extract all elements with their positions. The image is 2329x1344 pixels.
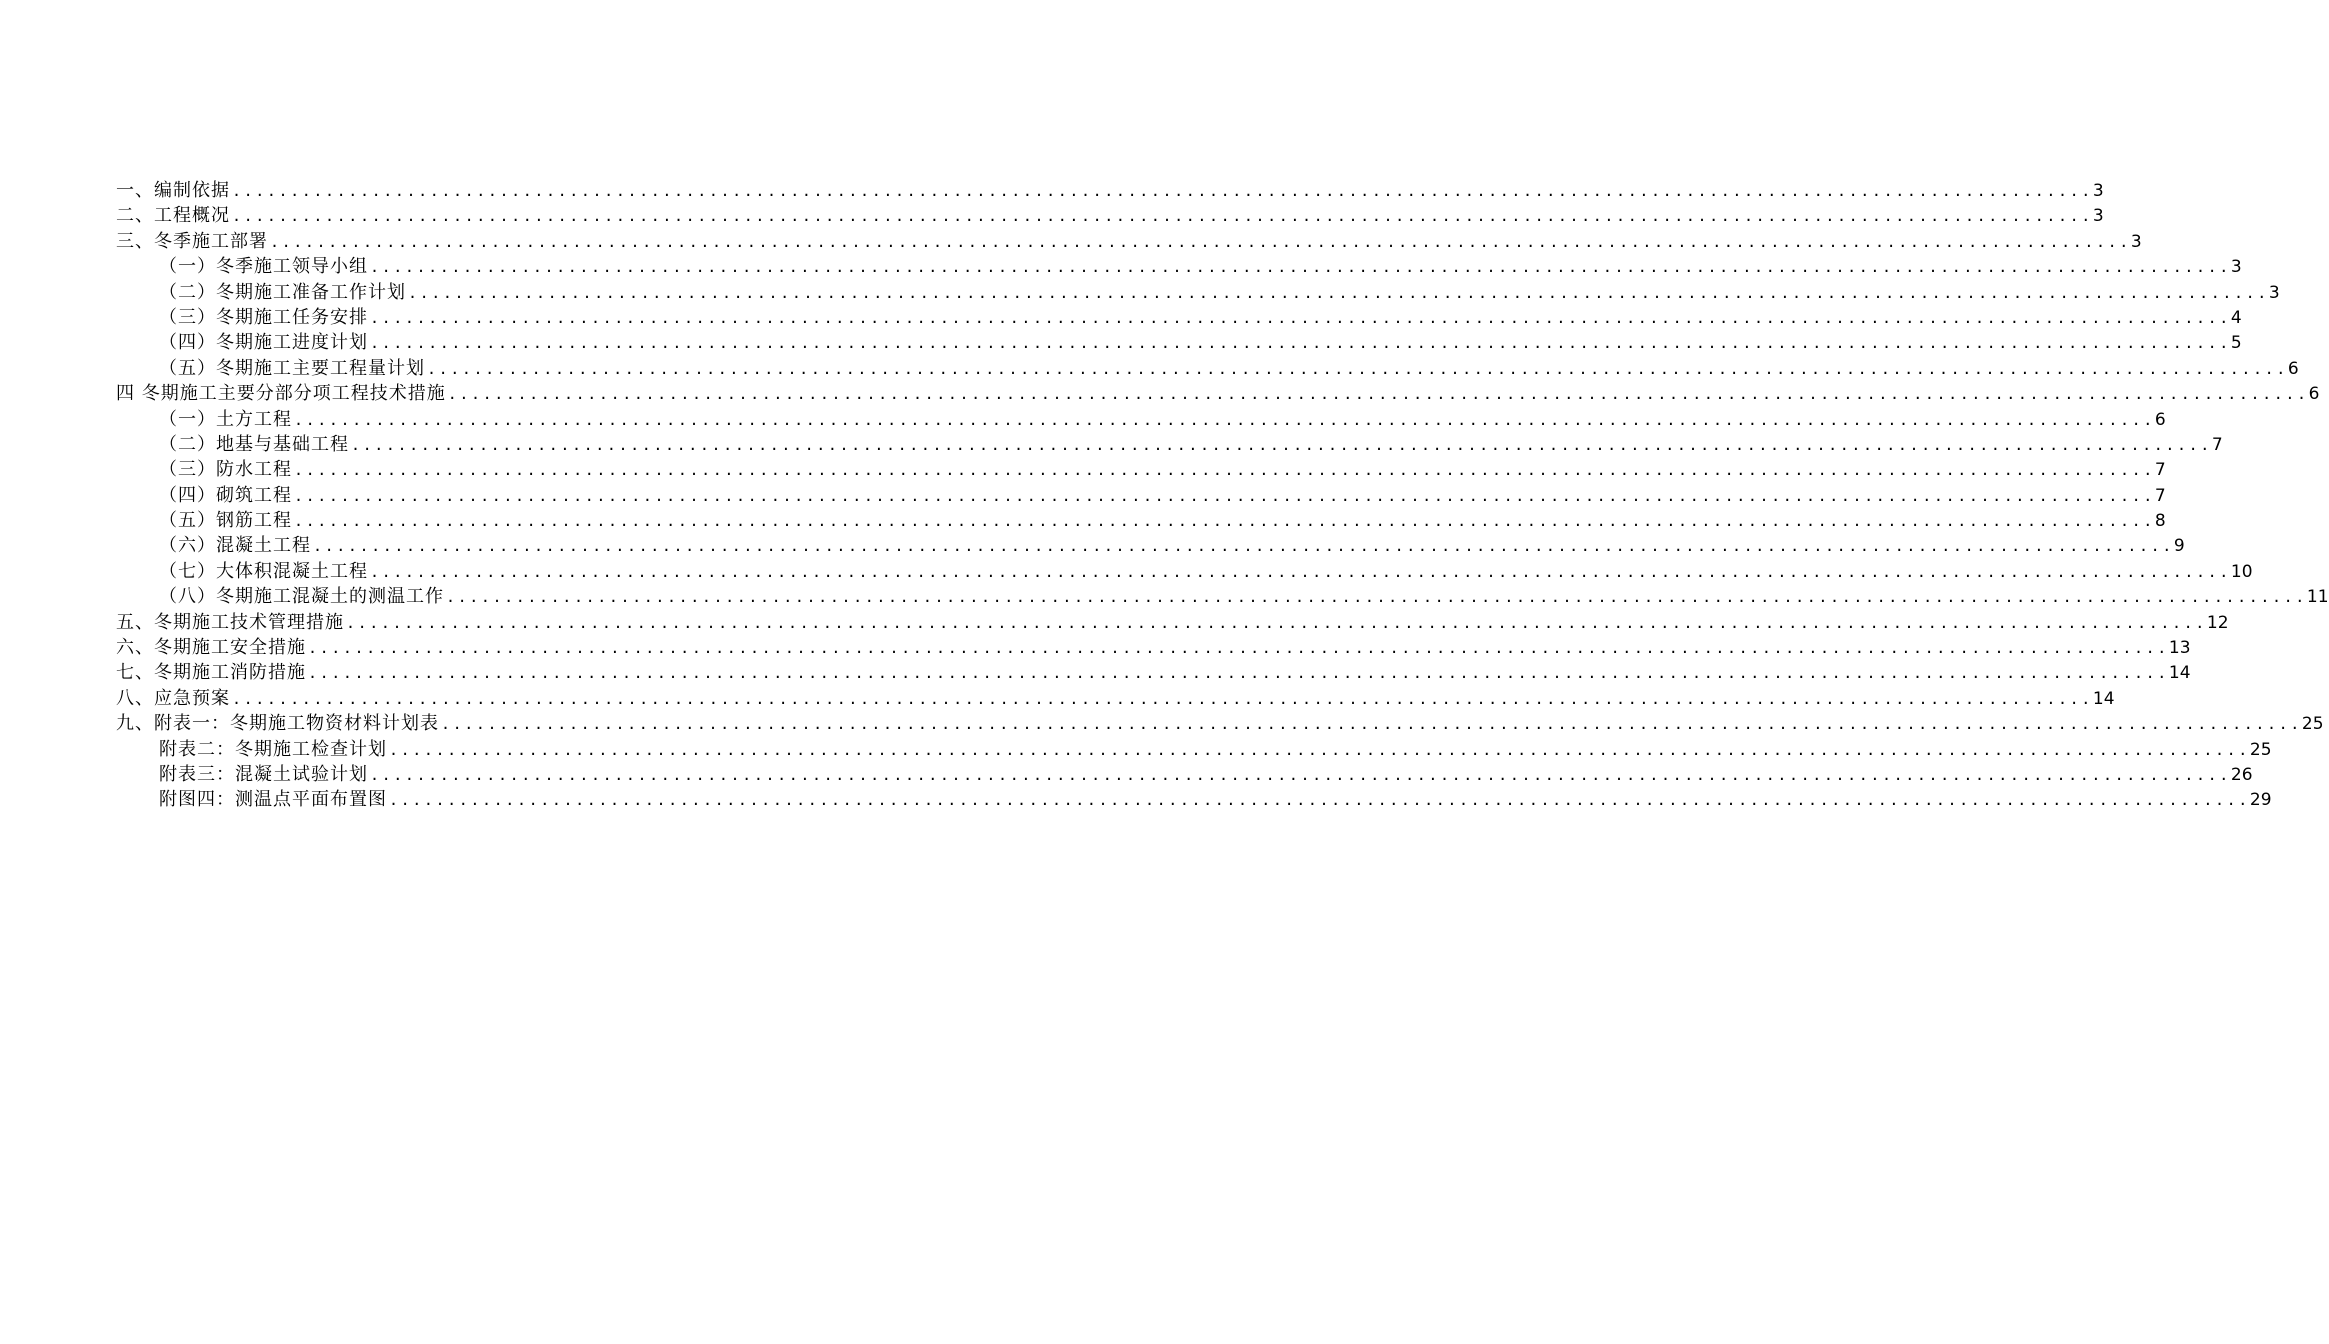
toc-entry-7[interactable] xyxy=(116,330,2242,355)
toc-leader-dots: ................................................................................................................................................................ xyxy=(308,664,2169,683)
toc-entry-page: 6 xyxy=(2154,409,2166,430)
toc-entry-title: 九、附表一：冬期施工物资材料计划表 xyxy=(116,713,439,735)
table-of-contents xyxy=(116,178,2329,813)
toc-entry-page: 5 xyxy=(2230,333,2242,354)
toc-entry-title: 六、冬期施工安全措施 xyxy=(116,637,306,659)
toc-entry-title: 五、冬期施工技术管理措施 xyxy=(116,611,344,633)
toc-entry-8[interactable] xyxy=(116,356,2299,381)
toc-entry-title: 二、工程概况 xyxy=(116,205,230,227)
toc-entry-page: 8 xyxy=(2154,511,2166,532)
toc-leader-dots: ................................................................................................................................................................ xyxy=(427,359,2288,378)
toc-leader-dots: ................................................................................................................................................................ xyxy=(389,791,2250,810)
toc-leader-dots: ................................................................................................................................................................ xyxy=(441,715,2302,734)
toc-leader-dots: ................................................................................................................................................................ xyxy=(294,486,2155,505)
toc-entry-page: 14 xyxy=(2092,688,2115,709)
toc-entry-title: 七、冬期施工消防措施 xyxy=(116,662,306,684)
toc-entry-title: （二）冬期施工准备工作计划 xyxy=(159,281,406,303)
toc-leader-dots: ................................................................................................................................................................ xyxy=(232,182,2093,200)
toc-entry-14[interactable] xyxy=(116,508,2166,533)
toc-entry-18[interactable] xyxy=(116,610,2229,635)
toc-entry-title: 附图四：测温点平面布置图 xyxy=(159,789,387,811)
toc-entry-20[interactable] xyxy=(116,660,2191,685)
toc-entry-page: 10 xyxy=(2230,561,2253,582)
toc-entry-title: 附表三：混凝土试验计划 xyxy=(159,763,368,785)
toc-entry-page: 11 xyxy=(2306,587,2329,608)
toc-leader-dots: ................................................................................................................................................................ xyxy=(270,232,2131,251)
toc-entry-4[interactable] xyxy=(116,254,2242,279)
toc-entry-title: （二）地基与基础工程 xyxy=(159,433,349,455)
toc-leader-dots: ................................................................................................................................................................ xyxy=(370,308,2231,327)
toc-entry-page: 3 xyxy=(2092,181,2104,201)
toc-entry-page: 26 xyxy=(2230,764,2253,785)
toc-entry-page: 7 xyxy=(2154,485,2166,506)
toc-entry-title: （五）钢筋工程 xyxy=(159,510,292,532)
toc-entry-title: 四 冬期施工主要分部分项工程技术措施 xyxy=(116,383,446,405)
toc-entry-title: 八、应急预案 xyxy=(116,687,230,709)
toc-entry-12[interactable] xyxy=(116,457,2166,482)
toc-entry-title: （五）冬期施工主要工程量计划 xyxy=(159,357,425,379)
toc-entry-17[interactable] xyxy=(116,584,2329,609)
toc-leader-dots: ................................................................................................................................................................ xyxy=(351,435,2212,454)
toc-leader-dots: ................................................................................................................................................................ xyxy=(308,639,2169,658)
toc-entry-page: 25 xyxy=(2249,739,2272,760)
toc-entry-title: （八）冬期施工混凝土的测温工作 xyxy=(159,586,444,608)
toc-entry-page: 7 xyxy=(2211,434,2223,455)
toc-entry-title: （七）大体积混凝土工程 xyxy=(159,560,368,582)
toc-entry-13[interactable] xyxy=(116,483,2166,508)
toc-entry-6[interactable] xyxy=(116,305,2242,330)
toc-entry-page: 25 xyxy=(2301,714,2324,735)
toc-entry-15[interactable] xyxy=(116,533,2185,558)
toc-entry-page: 3 xyxy=(2130,231,2142,252)
toc-leader-dots: ................................................................................................................................................................ xyxy=(370,334,2231,353)
toc-entry-10[interactable] xyxy=(116,407,2166,432)
toc-entry-page: 4 xyxy=(2230,307,2242,328)
toc-entry-title: 附表二：冬期施工检查计划 xyxy=(159,738,387,760)
toc-entry-title: （一）冬季施工领导小组 xyxy=(159,256,368,278)
toc-entry-9[interactable] xyxy=(116,381,2320,406)
toc-entry-title: 三、冬季施工部署 xyxy=(116,230,268,252)
toc-entry-page: 29 xyxy=(2249,790,2272,811)
toc-entry-page: 14 xyxy=(2168,663,2191,684)
toc-entry-21[interactable] xyxy=(116,686,2115,711)
toc-entry-11[interactable] xyxy=(116,432,2223,457)
toc-entry-16[interactable] xyxy=(116,559,2253,584)
toc-leader-dots: ................................................................................................................................................................ xyxy=(294,512,2155,531)
toc-leader-dots: ................................................................................................................................................................ xyxy=(232,689,2093,708)
toc-entry-title: （三）防水工程 xyxy=(159,459,292,481)
toc-entry-1[interactable] xyxy=(116,178,2104,203)
toc-leader-dots: ................................................................................................................................................................ xyxy=(346,613,2207,632)
toc-entry-25[interactable] xyxy=(116,787,2272,812)
toc-entry-title: （一）土方工程 xyxy=(159,408,292,430)
toc-entry-23[interactable] xyxy=(116,737,2272,762)
toc-entry-2[interactable] xyxy=(116,203,2104,228)
toc-entry-title: （四）冬期施工进度计划 xyxy=(159,332,368,354)
toc-entry-24[interactable] xyxy=(116,762,2253,787)
toc-entry-title: （三）冬期施工任务安排 xyxy=(159,306,368,328)
toc-leader-dots: ................................................................................................................................................................ xyxy=(313,537,2174,556)
toc-leader-dots: ................................................................................................................................................................ xyxy=(389,740,2250,759)
toc-entry-22[interactable] xyxy=(116,711,2324,736)
toc-entry-page: 3 xyxy=(2092,206,2104,227)
toc-leader-dots: ................................................................................................................................................................ xyxy=(370,258,2231,277)
toc-leader-dots: ................................................................................................................................................................ xyxy=(370,562,2231,581)
toc-entry-19[interactable] xyxy=(116,635,2191,660)
toc-entry-3[interactable] xyxy=(116,229,2142,254)
toc-entry-title: 一、编制依据 xyxy=(116,180,230,201)
toc-entry-page: 3 xyxy=(2268,282,2280,303)
toc-entry-title: （四）砌筑工程 xyxy=(159,484,292,506)
toc-leader-dots: ................................................................................................................................................................ xyxy=(294,410,2155,429)
toc-entry-page: 12 xyxy=(2206,612,2229,633)
toc-leader-dots: ................................................................................................................................................................ xyxy=(447,385,2309,404)
toc-leader-dots: ................................................................................................................................................................ xyxy=(232,207,2093,226)
toc-entry-page: 3 xyxy=(2230,257,2242,278)
toc-entry-5[interactable] xyxy=(116,280,2280,305)
toc-entry-page: 6 xyxy=(2308,384,2320,405)
toc-entry-page: 13 xyxy=(2168,638,2191,659)
toc-leader-dots: ................................................................................................................................................................ xyxy=(370,765,2231,784)
toc-entry-page: 6 xyxy=(2287,358,2299,379)
toc-leader-dots: ................................................................................................................................................................ xyxy=(408,283,2269,302)
toc-leader-dots: ................................................................................................................................................................ xyxy=(446,588,2307,607)
toc-entry-title: （六）混凝土工程 xyxy=(159,535,311,557)
toc-entry-page: 9 xyxy=(2173,536,2185,557)
toc-leader-dots: ................................................................................................................................................................ xyxy=(294,461,2155,480)
toc-entry-page: 7 xyxy=(2154,460,2166,481)
